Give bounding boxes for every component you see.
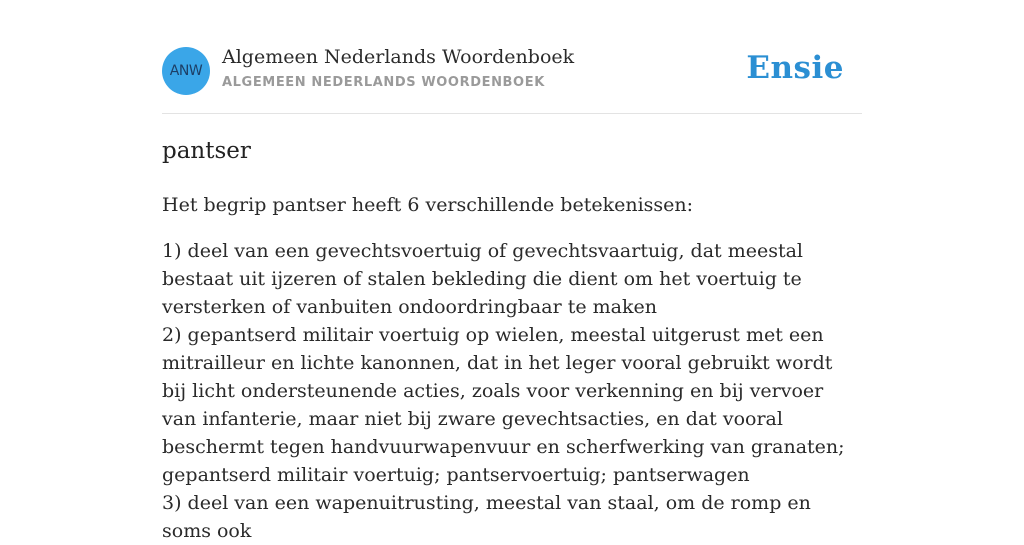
definition-list xyxy=(162,237,862,545)
entry-term: pantser xyxy=(162,138,251,164)
source-header xyxy=(162,46,862,96)
source-subtitle: ALGEMEEN NEDERLANDS WOORDENBOEK xyxy=(222,75,545,90)
header-divider xyxy=(162,113,862,114)
definition-item-2: 2) gepantserd militair voertuig op wielen, meestal uitgerust met een mitrailleur en lichte kanonnen, dat in het leger vooral gebruikt wordt bij licht ondersteunende acties, zoals voor verkenning en bij vervoer van infanterie, maar niet bij zware gevechtsacties, en dat vooral beschermt tegen handvuurwapenvuur en scherfwerking van granaten; gepantserd militair voertuig; pantservoertuig; pantserwagen xyxy=(162,324,845,486)
definition-item-3: 3) deel van een wapenuitrusting, meestal van staal, om de romp en soms ook xyxy=(162,492,811,542)
source-title[interactable]: Algemeen Nederlands Woordenboek xyxy=(222,46,575,68)
ensie-brand-logo[interactable]: Ensie xyxy=(746,50,844,86)
anw-logo[interactable] xyxy=(162,47,210,95)
definition-item-1: 1) deel van een gevechtsvoertuig of gevechtsvaartuig, dat meestal bestaat uit ijzeren of stalen bekleding die dient om het voertuig te versterken of vanbuiten ondoordringbaar te maken xyxy=(162,240,803,318)
entry-intro: Het begrip pantser heeft 6 verschillende betekenissen: xyxy=(162,194,694,216)
logo-text: ANW xyxy=(169,63,203,79)
